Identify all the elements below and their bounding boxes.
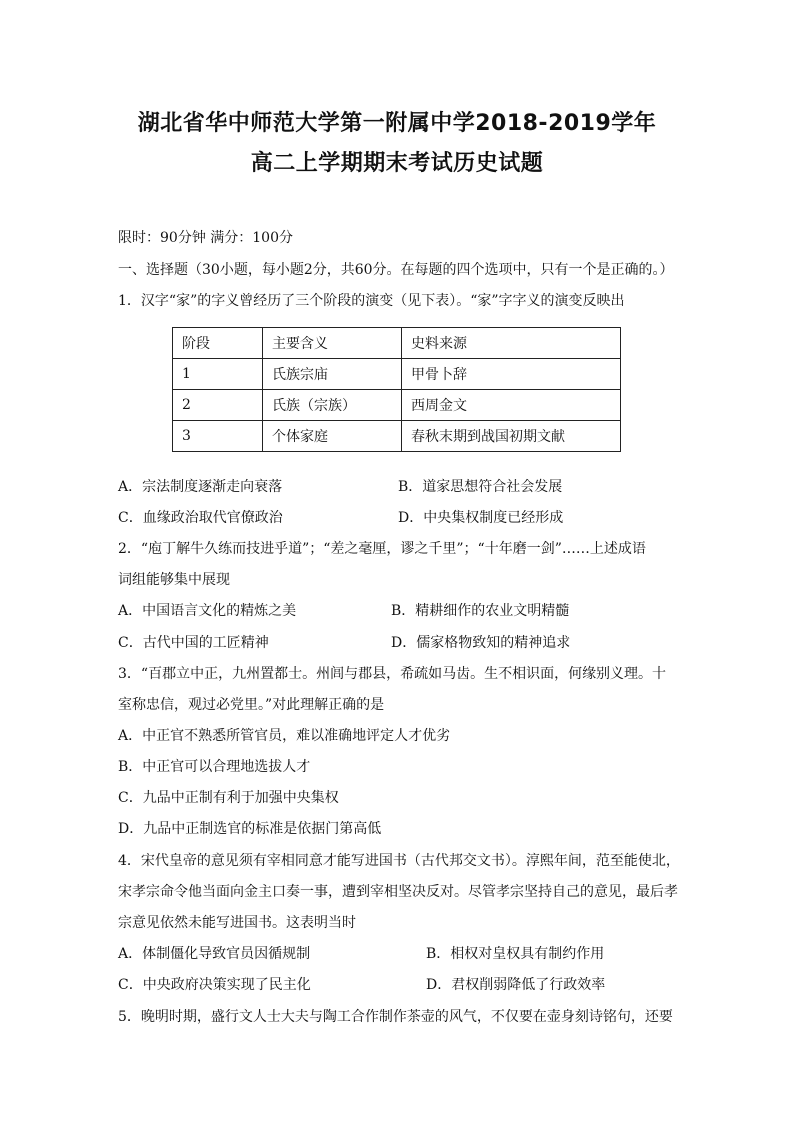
question-4-option-b: B．相权对皇权具有制约作用 <box>426 946 605 962</box>
question-4-stem-line1: 4．宋代皇帝的意见须有宰相同意才能写进国书（古代邦交文书）。淳熙年间，范至能使北， <box>118 853 680 869</box>
table-header-cell: 史料来源 <box>402 328 621 359</box>
question-2-option-d: D．儒家格物致知的精神追求 <box>391 635 571 651</box>
table-cell: 2 <box>173 390 263 421</box>
question-3-option-c: C．九品中正制有利于加强中央集权 <box>118 790 339 806</box>
table-row <box>173 421 621 452</box>
question-2-option-a: A．中国语言文化的精炼之美 <box>118 603 297 619</box>
table-cell: 氏族宗庙 <box>263 359 402 390</box>
question-4-stem-line2: 宋孝宗命令他当面向金主口奏一事，遭到宰相坚决反对。尽管孝宗坚持自己的意见，最后孝 <box>118 884 678 900</box>
exam-title-line1: 湖北省华中师范大学第一附属中学2018-2019学年 <box>137 111 657 136</box>
question-4-option-c: C．中央政府决策实现了民主化 <box>118 977 311 993</box>
question-2-option-c: C．古代中国的工匠精神 <box>118 635 269 651</box>
table-cell: 春秋末期到战国初期文献 <box>402 421 621 452</box>
table-cell: 1 <box>173 359 263 390</box>
question-1-option-d: D．中央集权制度已经形成 <box>398 510 564 526</box>
question-5-stem-line1: 5．晚明时期，盛行文人士大夫与陶工合作制作茶壶的风气，不仅要在壶身刻诗铭句，还要 <box>118 1009 673 1025</box>
table-header-cell: 主要含义 <box>263 328 402 359</box>
table-row <box>173 359 621 390</box>
table-cell: 氏族（宗族） <box>263 390 402 421</box>
question-1-option-c: C．血缘政治取代官僚政治 <box>118 510 283 526</box>
table-cell: 个体家庭 <box>263 421 402 452</box>
question-4-option-d: D．君权削弱降低了行政效率 <box>426 977 606 993</box>
table-cell: 甲骨卜辞 <box>402 359 621 390</box>
character-evolution-table <box>172 327 621 452</box>
question-4-stem-line3: 宗意见依然未能写进国书。这表明当时 <box>118 915 356 931</box>
question-1-stem: 1．汉字“家”的字义曾经历了三个阶段的演变（见下表）。“家”字字义的演变反映出 <box>118 293 625 309</box>
question-1-option-a: A．宗法制度逐渐走向衰落 <box>118 479 283 495</box>
question-3-stem-line2: 室称忠信，观过必党里。”对此理解正确的是 <box>118 697 385 713</box>
table-cell: 3 <box>173 421 263 452</box>
exam-title-line2: 高二上学期期末考试历史试题 <box>250 151 544 176</box>
question-3-stem-line1: 3．“百郡立中正，九州置都士。州闾与郡县，希疏如马齿。生不相识面，何缘别义理。十 <box>118 666 667 682</box>
table-header-row <box>173 328 621 359</box>
table-cell: 西周金文 <box>402 390 621 421</box>
question-4-option-a: A．体制僵化导致官员因循规制 <box>118 946 311 962</box>
table-header-cell: 阶段 <box>173 328 263 359</box>
question-2-option-b: B．精耕细作的农业文明精髓 <box>391 603 570 619</box>
time-score-info: 限时：90分钟 满分：100分 <box>118 230 293 246</box>
section-heading: 一、选择题（30小题，每小题2分，共60分。在每题的四个选项中，只有一个是正确的。） <box>118 262 674 278</box>
question-2-stem-line2: 词组能够集中展现 <box>118 572 230 588</box>
question-1-option-b: B．道家思想符合社会发展 <box>398 479 563 495</box>
table-row <box>173 390 621 421</box>
question-3-option-a: A．中正官不熟悉所管官员，难以准确地评定人才优劣 <box>118 728 451 744</box>
question-3-option-b: B．中正官可以合理地选拔人才 <box>118 759 311 775</box>
question-3-option-d: D．九品中正制选官的标准是依据门第高低 <box>118 821 382 837</box>
question-2-stem-line1: 2．“庖丁解牛久练而技进乎道”；“差之毫厘，谬之千里”；“十年磨一剑”……上述成语 <box>118 541 646 557</box>
